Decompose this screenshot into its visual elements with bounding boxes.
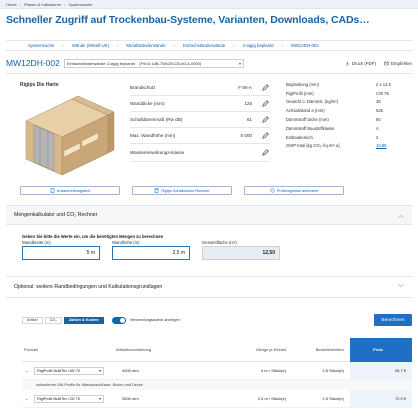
product-code: MW12DH-002 (6, 58, 60, 68)
crumb-systemsuche[interactable]: Systemsuche (28, 43, 55, 48)
chevron-right-icon: › (281, 43, 283, 48)
separator: › (19, 1, 22, 7)
property-row (130, 96, 270, 112)
property-label: Wassereinwirkungs-klasse (130, 150, 185, 155)
tab-co2[interactable]: CO₂ (45, 317, 62, 324)
property-value: 5 000 (240, 133, 252, 138)
spec-value: 36 (376, 99, 381, 105)
wall-width-input[interactable]: 5 m (22, 246, 100, 260)
header-qty: Menge je Einheit (256, 347, 286, 352)
chevron-down-icon: ﹀ (397, 285, 404, 292)
product-select-value: RigiProfil MultiTec CW 75 (37, 396, 80, 401)
total-area-label: Gesamtfläche (m²) (202, 240, 237, 245)
header-description: Artikelbeschreibung (116, 347, 152, 352)
row-subdescription: umlaufende UW-Profile für Wandanschlüsse, Boden und Decke (22, 380, 412, 390)
crumb-waende[interactable]: Wände (Metall-UK) (71, 43, 110, 48)
crumb-current[interactable]: MW12DH-002 (290, 43, 319, 48)
property-row (130, 128, 270, 144)
product-image-box (20, 82, 116, 182)
total-area-value: 12,50 (202, 246, 280, 260)
pencil-icon[interactable] (260, 100, 270, 108)
optional-section-title: Optional: weitere Randbedingungen und Kalkulationsgrundlagen (14, 284, 163, 290)
spec-row (286, 80, 398, 89)
results-table (22, 338, 412, 408)
spec-row (286, 89, 398, 98)
test-certificates-label: Prüfzeugnisse anfordern (276, 188, 319, 193)
page-headline: Schneller Zugriff auf Trockenbau-Systeme, Varianten, Downloads, CADs… (6, 14, 370, 26)
calculator-icon (154, 188, 159, 193)
product-header (6, 56, 412, 70)
spec-row (286, 106, 398, 115)
tab-numbers-costs[interactable]: Zahlen & Kosten (64, 317, 104, 324)
chevron-right-icon: › (117, 43, 119, 48)
wall-construction-illustration (20, 91, 116, 179)
spec-value: A (376, 125, 379, 131)
property-value: F 90-A (238, 85, 252, 90)
download-icon (345, 61, 350, 66)
row-price: 72,9 € (350, 390, 412, 408)
row-price: 28,7 € (350, 362, 412, 380)
spec-value: CW 75 (376, 90, 389, 96)
property-row (130, 144, 270, 162)
tender-text-label: Ausschreibungstext (56, 188, 91, 193)
header-units: Bestelleinheiten (315, 347, 344, 352)
purpose-toggle-label: Verwendungszweck anzeigen (129, 318, 180, 322)
chevron-down-icon: ▾ (238, 60, 241, 66)
gwp-link[interactable]: 10,85 (376, 143, 387, 149)
calculator-section-title: Mengenkalkulator und CO₂ Rechner (14, 212, 98, 218)
spec-key: Beplankung (mm) (286, 81, 320, 87)
spec-value: 60 (376, 117, 381, 123)
chevron-up-icon: ︿ (397, 213, 404, 220)
spec-key: Gewicht o. Dämmst. (kg/m²) (286, 99, 339, 105)
recommend-label: Empfehlen (391, 60, 412, 66)
calculator-section-header[interactable] (6, 205, 412, 225)
variant-select[interactable] (64, 59, 244, 68)
chevron-down-icon: ▾ (99, 369, 101, 373)
chevron-down-icon[interactable]: ⌄ (25, 368, 29, 373)
pencil-icon[interactable] (260, 132, 270, 140)
wall-width-field (22, 240, 100, 260)
breadcrumb (6, 40, 412, 51)
spec-key: Dämmstoff Baustoffklasse (286, 125, 335, 131)
variant-value: Einfachständerwände 2-lagig beplankt (FW-6 1dB-75/625/125-60-A-0000) (67, 60, 202, 66)
spec-row (286, 115, 398, 124)
row-description: 4000 mm (122, 368, 139, 373)
topbar-home[interactable]: Home (6, 1, 17, 7)
row-units: 2,5 Stück(e) (322, 368, 344, 373)
topbar-systemsuche[interactable]: Systemsuche (68, 1, 93, 7)
print-pdf-button[interactable] (345, 61, 376, 66)
spec-row (286, 133, 398, 142)
product-select-value: RigiProfil MultiTec UW 75 (37, 368, 80, 373)
chevron-right-icon: › (62, 43, 64, 48)
mail-icon (384, 61, 389, 66)
certificate-icon (270, 188, 275, 193)
document-icon (50, 188, 55, 193)
property-value: 61 (246, 117, 252, 122)
total-area-field (202, 240, 280, 260)
print-pdf-label: Druck (PDF) (351, 60, 376, 66)
top-breadcrumb-bar (0, 0, 418, 9)
spec-list (286, 80, 398, 150)
purpose-toggle[interactable] (112, 317, 126, 324)
pencil-icon[interactable] (260, 84, 270, 92)
test-certificates-button[interactable] (244, 186, 344, 195)
row-description: 2600 mm (122, 396, 139, 401)
spec-value: 2 (376, 134, 379, 140)
row-qty: 4 m / Stück(e) (261, 368, 286, 373)
divider (6, 73, 412, 74)
spec-key: RigiProfil (mm) (286, 90, 314, 96)
property-label: Brandschutz (130, 85, 156, 90)
spec-row (286, 124, 398, 133)
chevron-down-icon: ▾ (99, 397, 101, 401)
properties-list (130, 80, 270, 162)
optional-section-header[interactable] (6, 276, 412, 298)
sound-calculator-button[interactable] (132, 186, 232, 195)
calculator-intro: Geben Sie bitte die Werte ein, um die benötigten Mengen zu berechnen (22, 234, 164, 239)
pencil-icon[interactable] (260, 116, 270, 124)
result-filter-bar (22, 313, 412, 327)
tender-text-button[interactable] (20, 186, 120, 195)
image-title: Rigips Die Harte (20, 82, 59, 88)
spec-key: Einbaubereich (286, 134, 313, 140)
wall-width-label: Wandbreite (m) (22, 240, 51, 245)
table-row (22, 362, 412, 380)
separator: › (64, 1, 66, 7)
chevron-right-icon: › (233, 43, 235, 48)
recommend-button[interactable] (384, 61, 412, 66)
row-qty: 2,5 m / Stück(e) (257, 396, 286, 401)
property-value: 125 (244, 101, 252, 106)
crumb-2lagig[interactable]: 2-lagig beplankt (242, 43, 274, 48)
sound-calculator-label: Rigips Schallschutz Rechner (161, 188, 210, 193)
product-select[interactable] (34, 395, 104, 403)
wall-height-field (112, 240, 190, 260)
table-header (22, 338, 412, 362)
row-units: 2,5 Stück(e) (322, 396, 344, 401)
property-row (130, 80, 270, 96)
spec-row (286, 98, 398, 107)
header-price: Preis (350, 338, 412, 362)
spec-value: 2 x 12,5 (376, 81, 391, 87)
pencil-icon[interactable] (260, 149, 270, 157)
crumb-metallstaender[interactable]: Metallständerwände (126, 43, 166, 48)
header-product: Produkt (24, 347, 38, 352)
chevron-down-icon[interactable]: ⌄ (25, 396, 29, 401)
wall-height-label: Wandhöhe (m) (112, 240, 140, 245)
spec-row (286, 142, 398, 151)
product-select[interactable] (34, 367, 104, 375)
property-row (130, 112, 270, 128)
wall-height-input[interactable]: 2,5 m (112, 246, 190, 260)
spec-key: Dämmstoff Dicke (mm) (286, 117, 329, 123)
tab-articles[interactable]: Artikel (22, 317, 43, 324)
property-label: Max. Wandhöhe (mm) (130, 133, 176, 138)
property-label: Wanddicke (mm) (130, 101, 165, 106)
table-row (22, 390, 412, 408)
spec-key: GWP-total [kg CO₂-Äq./m² a] (286, 143, 340, 149)
spec-value: 625 (376, 108, 383, 114)
property-label: Schalldämmmaß (Rw dB) (130, 117, 183, 122)
calculate-button[interactable]: Berechnen (374, 314, 412, 326)
chevron-right-icon: › (173, 43, 176, 48)
calculator-fields (22, 240, 402, 260)
action-buttons (20, 186, 380, 195)
crumb-einfachstaender[interactable]: Einfachständerwände (183, 43, 226, 48)
spec-key: Achsabstand a (mm) (286, 108, 325, 114)
topbar-planen[interactable]: Planen & Kalkulieren (24, 1, 62, 7)
